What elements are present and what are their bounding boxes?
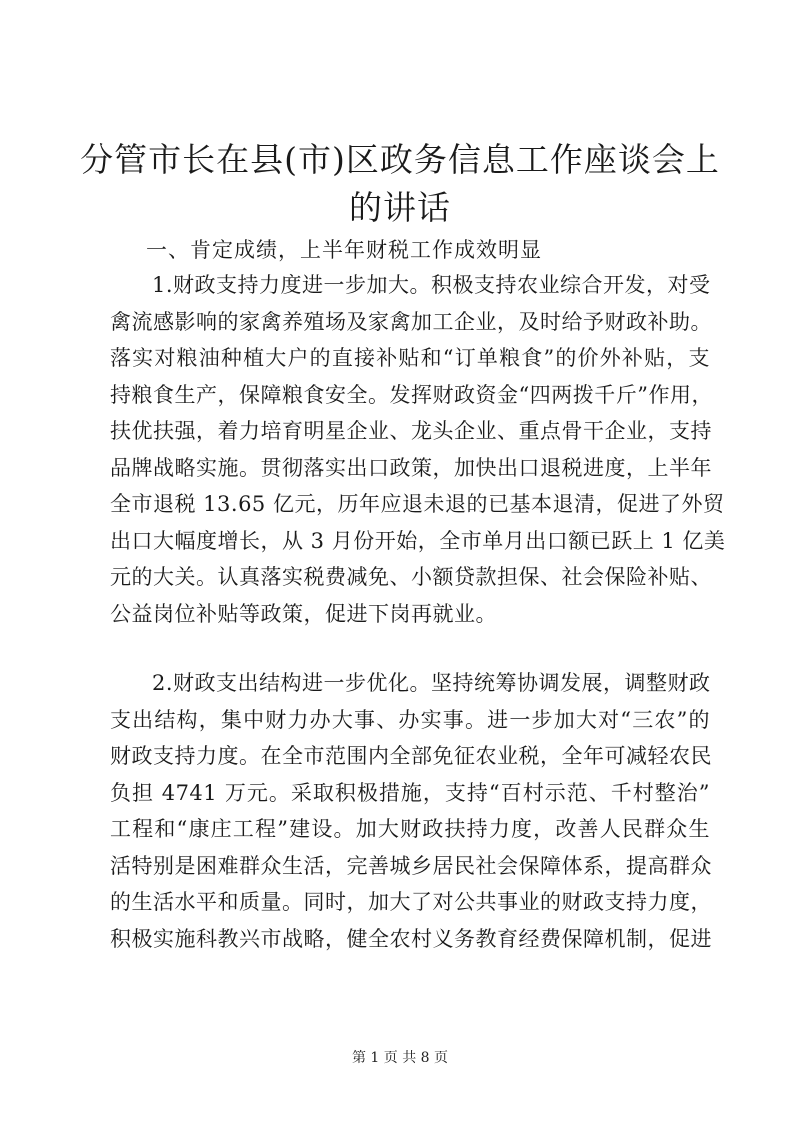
paragraph-line: 2.财政支出结构进一步优化。坚持统筹协调发展，调整财政 (152, 671, 711, 695)
section-heading: 一、肯定成绩，上半年财税工作成效明显 (146, 238, 542, 262)
paragraph-line: 的生活水平和质量。同时，加大了对公共事业的财政支持力度， (110, 890, 712, 914)
paragraph-line: 禽流感影响的家禽养殖场及家禽加工企业，及时给予财政补助。 (110, 309, 712, 334)
paragraph-line: 活特别是困难群众生活，完善城乡居民社会保障体系，提高群众 (110, 853, 712, 878)
paragraph-line: 持粮食生产，保障粮食安全。发挥财政资金“四两拨千斤”作用， (110, 382, 713, 407)
paragraph-line: 工程和“康庄工程”建设。加大财政扶持力度，改善人民群众生 (110, 817, 710, 841)
page-footer: 第 1 页 共 8 页 (351, 1050, 449, 1066)
paragraph-line: 品牌战略实施。贯彻落实出口政策，加快出口退税进度，上半年 (110, 455, 712, 480)
paragraph-line: 元的大关。认真落实税费减免、小额贷款担保、社会保险补贴、 (110, 565, 712, 589)
paragraph-line: 全市退税 13.65 亿元，历年应退未退的已基本退清，促进了外贸 (110, 492, 725, 516)
paragraph-line: 1.财政支持力度进一步加大。积极支持农业综合开发，对受 (152, 273, 711, 297)
paragraph-line: 财政支持力度。在全市范围内全部免征农业税，全年可减轻农民 (110, 744, 712, 768)
paragraph-2 (110, 665, 710, 957)
paragraph-line: 落实对粮油种植大户的直接补贴和“订单粮食”的价外补贴，支 (110, 346, 710, 370)
paragraph-line: 出口大幅度增长，从 3 月份开始，全市单月出口额已跃上 1 亿美 (110, 528, 726, 553)
paragraph-1 (110, 267, 726, 632)
paragraph-line: 公益岗位补贴等政策，促进下岗再就业。 (110, 601, 497, 626)
paragraph-line: 扶优扶强，着力培育明星企业、龙头企业、重点骨干企业，支持 (110, 419, 712, 443)
paragraph-line: 负担 4741 万元。采取积极措施，支持“百村示范、千村整治” (110, 780, 710, 805)
page-title: 分管市长在县(市)区政务信息工作座谈会上的讲话 (80, 140, 720, 227)
paragraph-line: 积极实施科教兴市战略，健全农村义务教育经费保障机制，促进 (110, 926, 712, 951)
paragraph-line: 支出结构，集中财力办大事、办实事。进一步加大对“三农”的 (110, 707, 710, 732)
